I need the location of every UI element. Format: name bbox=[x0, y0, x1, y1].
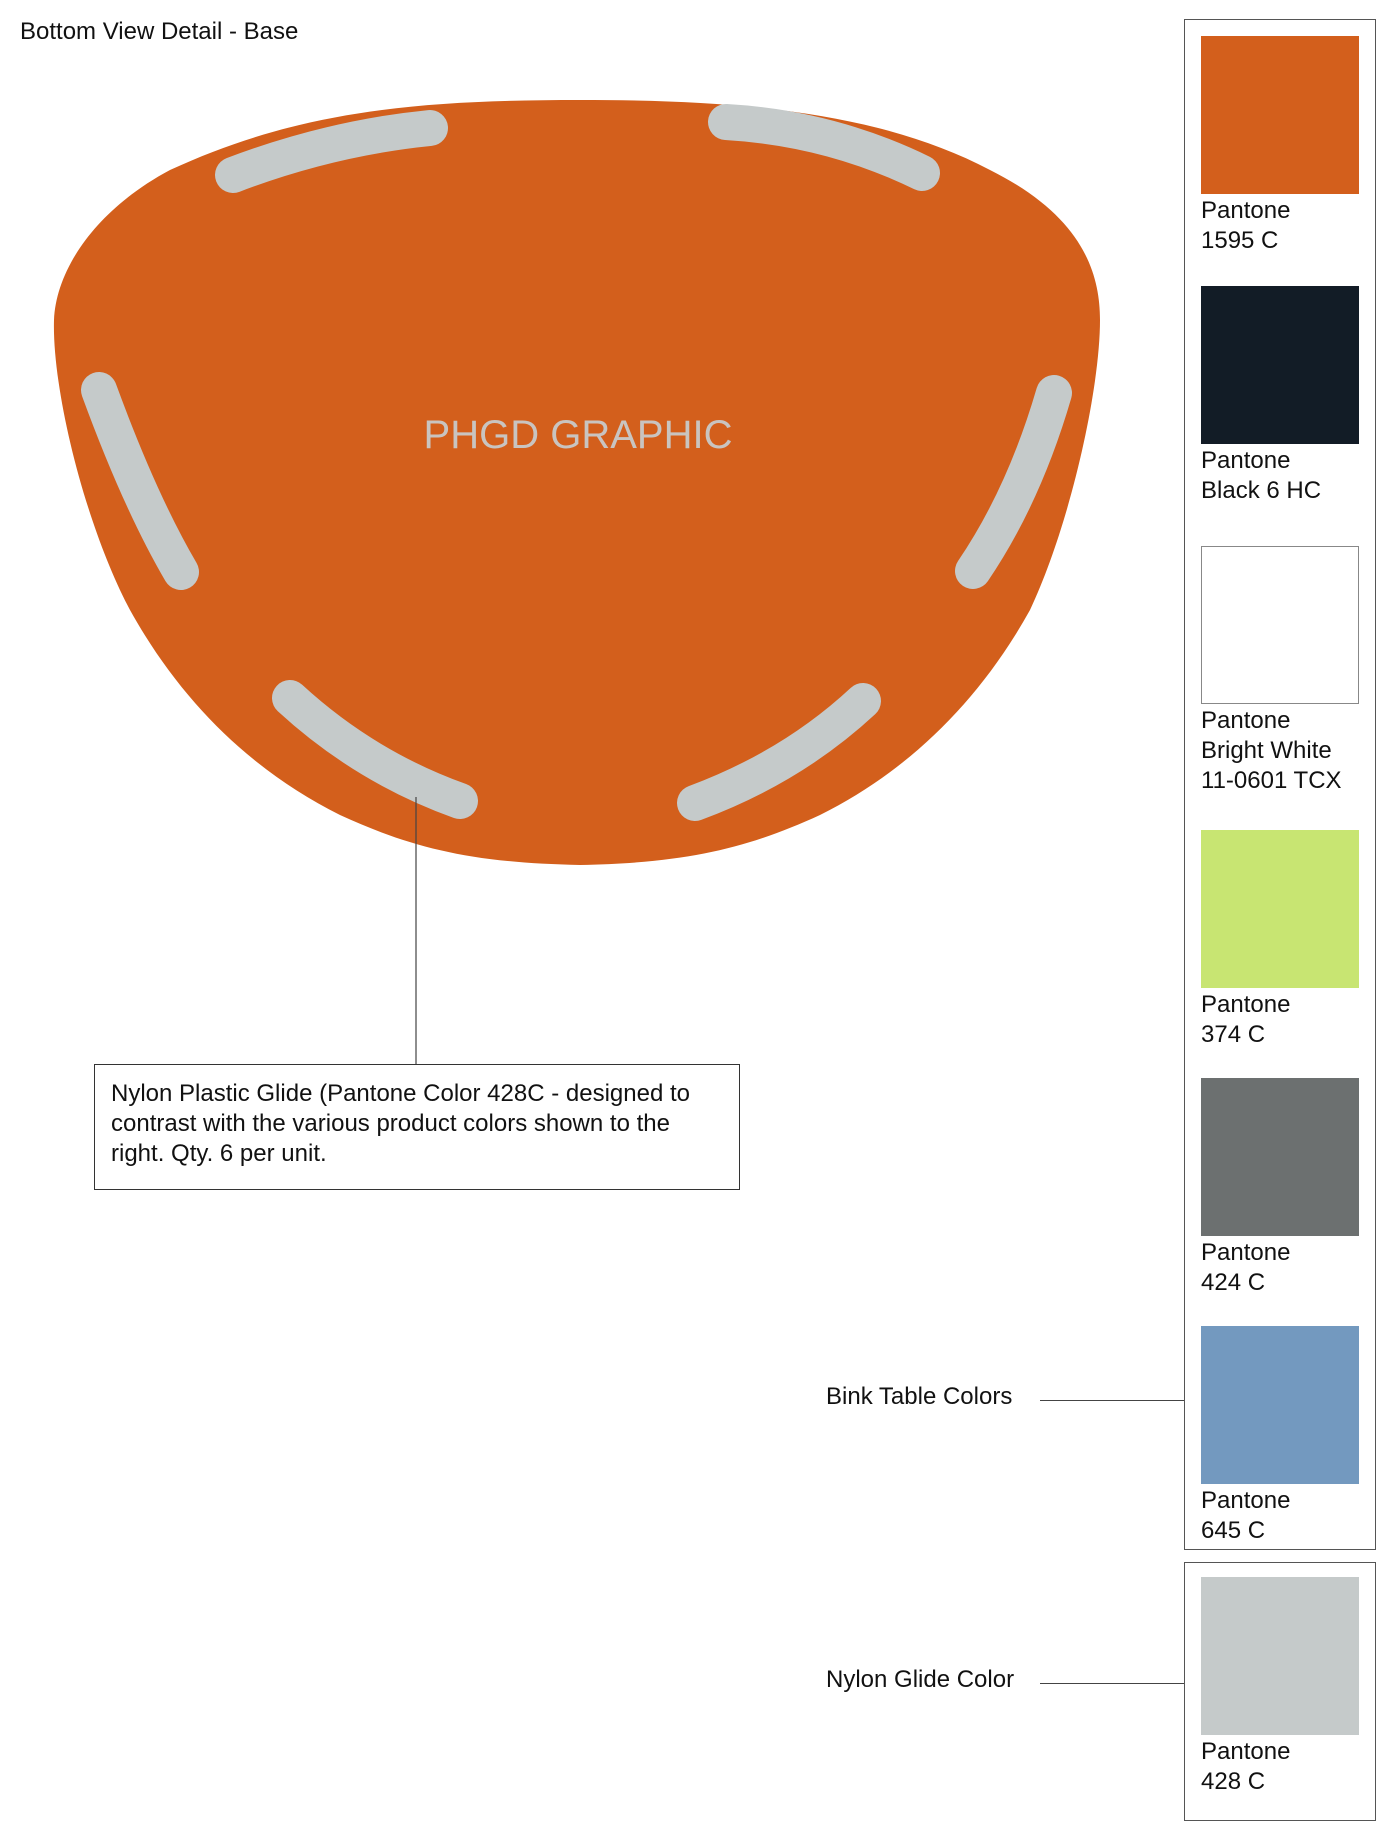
triangular-base-shape bbox=[54, 100, 1100, 865]
page-title: Bottom View Detail - Base bbox=[20, 18, 299, 45]
table-colors-panel bbox=[1184, 19, 1376, 1550]
pantone-label-line: Pantone bbox=[1201, 197, 1291, 224]
pantone-label-line: 645 C bbox=[1201, 1517, 1266, 1544]
color-swatch bbox=[1201, 1577, 1359, 1735]
glide-note-box bbox=[94, 1064, 740, 1190]
pantone-label bbox=[1201, 196, 1290, 256]
pantone-label-line: 428 C bbox=[1201, 1768, 1266, 1795]
glide-color-leader-line bbox=[1040, 1683, 1184, 1684]
pantone-label-line: Pantone bbox=[1201, 991, 1291, 1018]
pantone-label-line: Pantone bbox=[1201, 1738, 1291, 1765]
color-swatch bbox=[1201, 830, 1359, 988]
glide-note-text: Nylon Plastic Glide (Pantone Color 428C - designed to contrast with the various product colors shown to the right. Qty. 6 per unit. bbox=[111, 1080, 690, 1167]
color-swatch bbox=[1201, 36, 1359, 194]
pantone-label bbox=[1201, 1486, 1290, 1546]
pantone-label bbox=[1201, 990, 1290, 1050]
pantone-label-line: 424 C bbox=[1201, 1269, 1266, 1296]
pantone-label-line: Black 6 HC bbox=[1201, 477, 1322, 504]
pantone-label-line: Bright White bbox=[1201, 737, 1332, 764]
pantone-label-line: 11-0601 TCX bbox=[1201, 767, 1342, 794]
pantone-label-line: Pantone bbox=[1201, 707, 1291, 734]
pantone-label-line: Pantone bbox=[1201, 1487, 1291, 1514]
glide-color-panel bbox=[1184, 1562, 1376, 1821]
phgd-graphic-label: PHGD GRAPHIC bbox=[423, 413, 733, 457]
pantone-label-line: 1595 C bbox=[1201, 227, 1279, 254]
color-swatch bbox=[1201, 286, 1359, 444]
glide-color-label: Nylon Glide Color bbox=[826, 1666, 1015, 1693]
pantone-label bbox=[1201, 1238, 1290, 1298]
pantone-label bbox=[1201, 446, 1321, 506]
pantone-label-line: 374 C bbox=[1201, 1021, 1266, 1048]
pantone-label bbox=[1201, 706, 1342, 796]
pantone-label-line: Pantone bbox=[1201, 447, 1291, 474]
pantone-label-line: Pantone bbox=[1201, 1239, 1291, 1266]
color-swatch bbox=[1201, 1326, 1359, 1484]
color-swatch bbox=[1201, 1078, 1359, 1236]
table-colors-leader-line bbox=[1040, 1400, 1184, 1401]
pantone-label bbox=[1201, 1737, 1290, 1797]
table-colors-label: Bink Table Colors bbox=[826, 1383, 1013, 1410]
color-swatch bbox=[1201, 546, 1359, 704]
